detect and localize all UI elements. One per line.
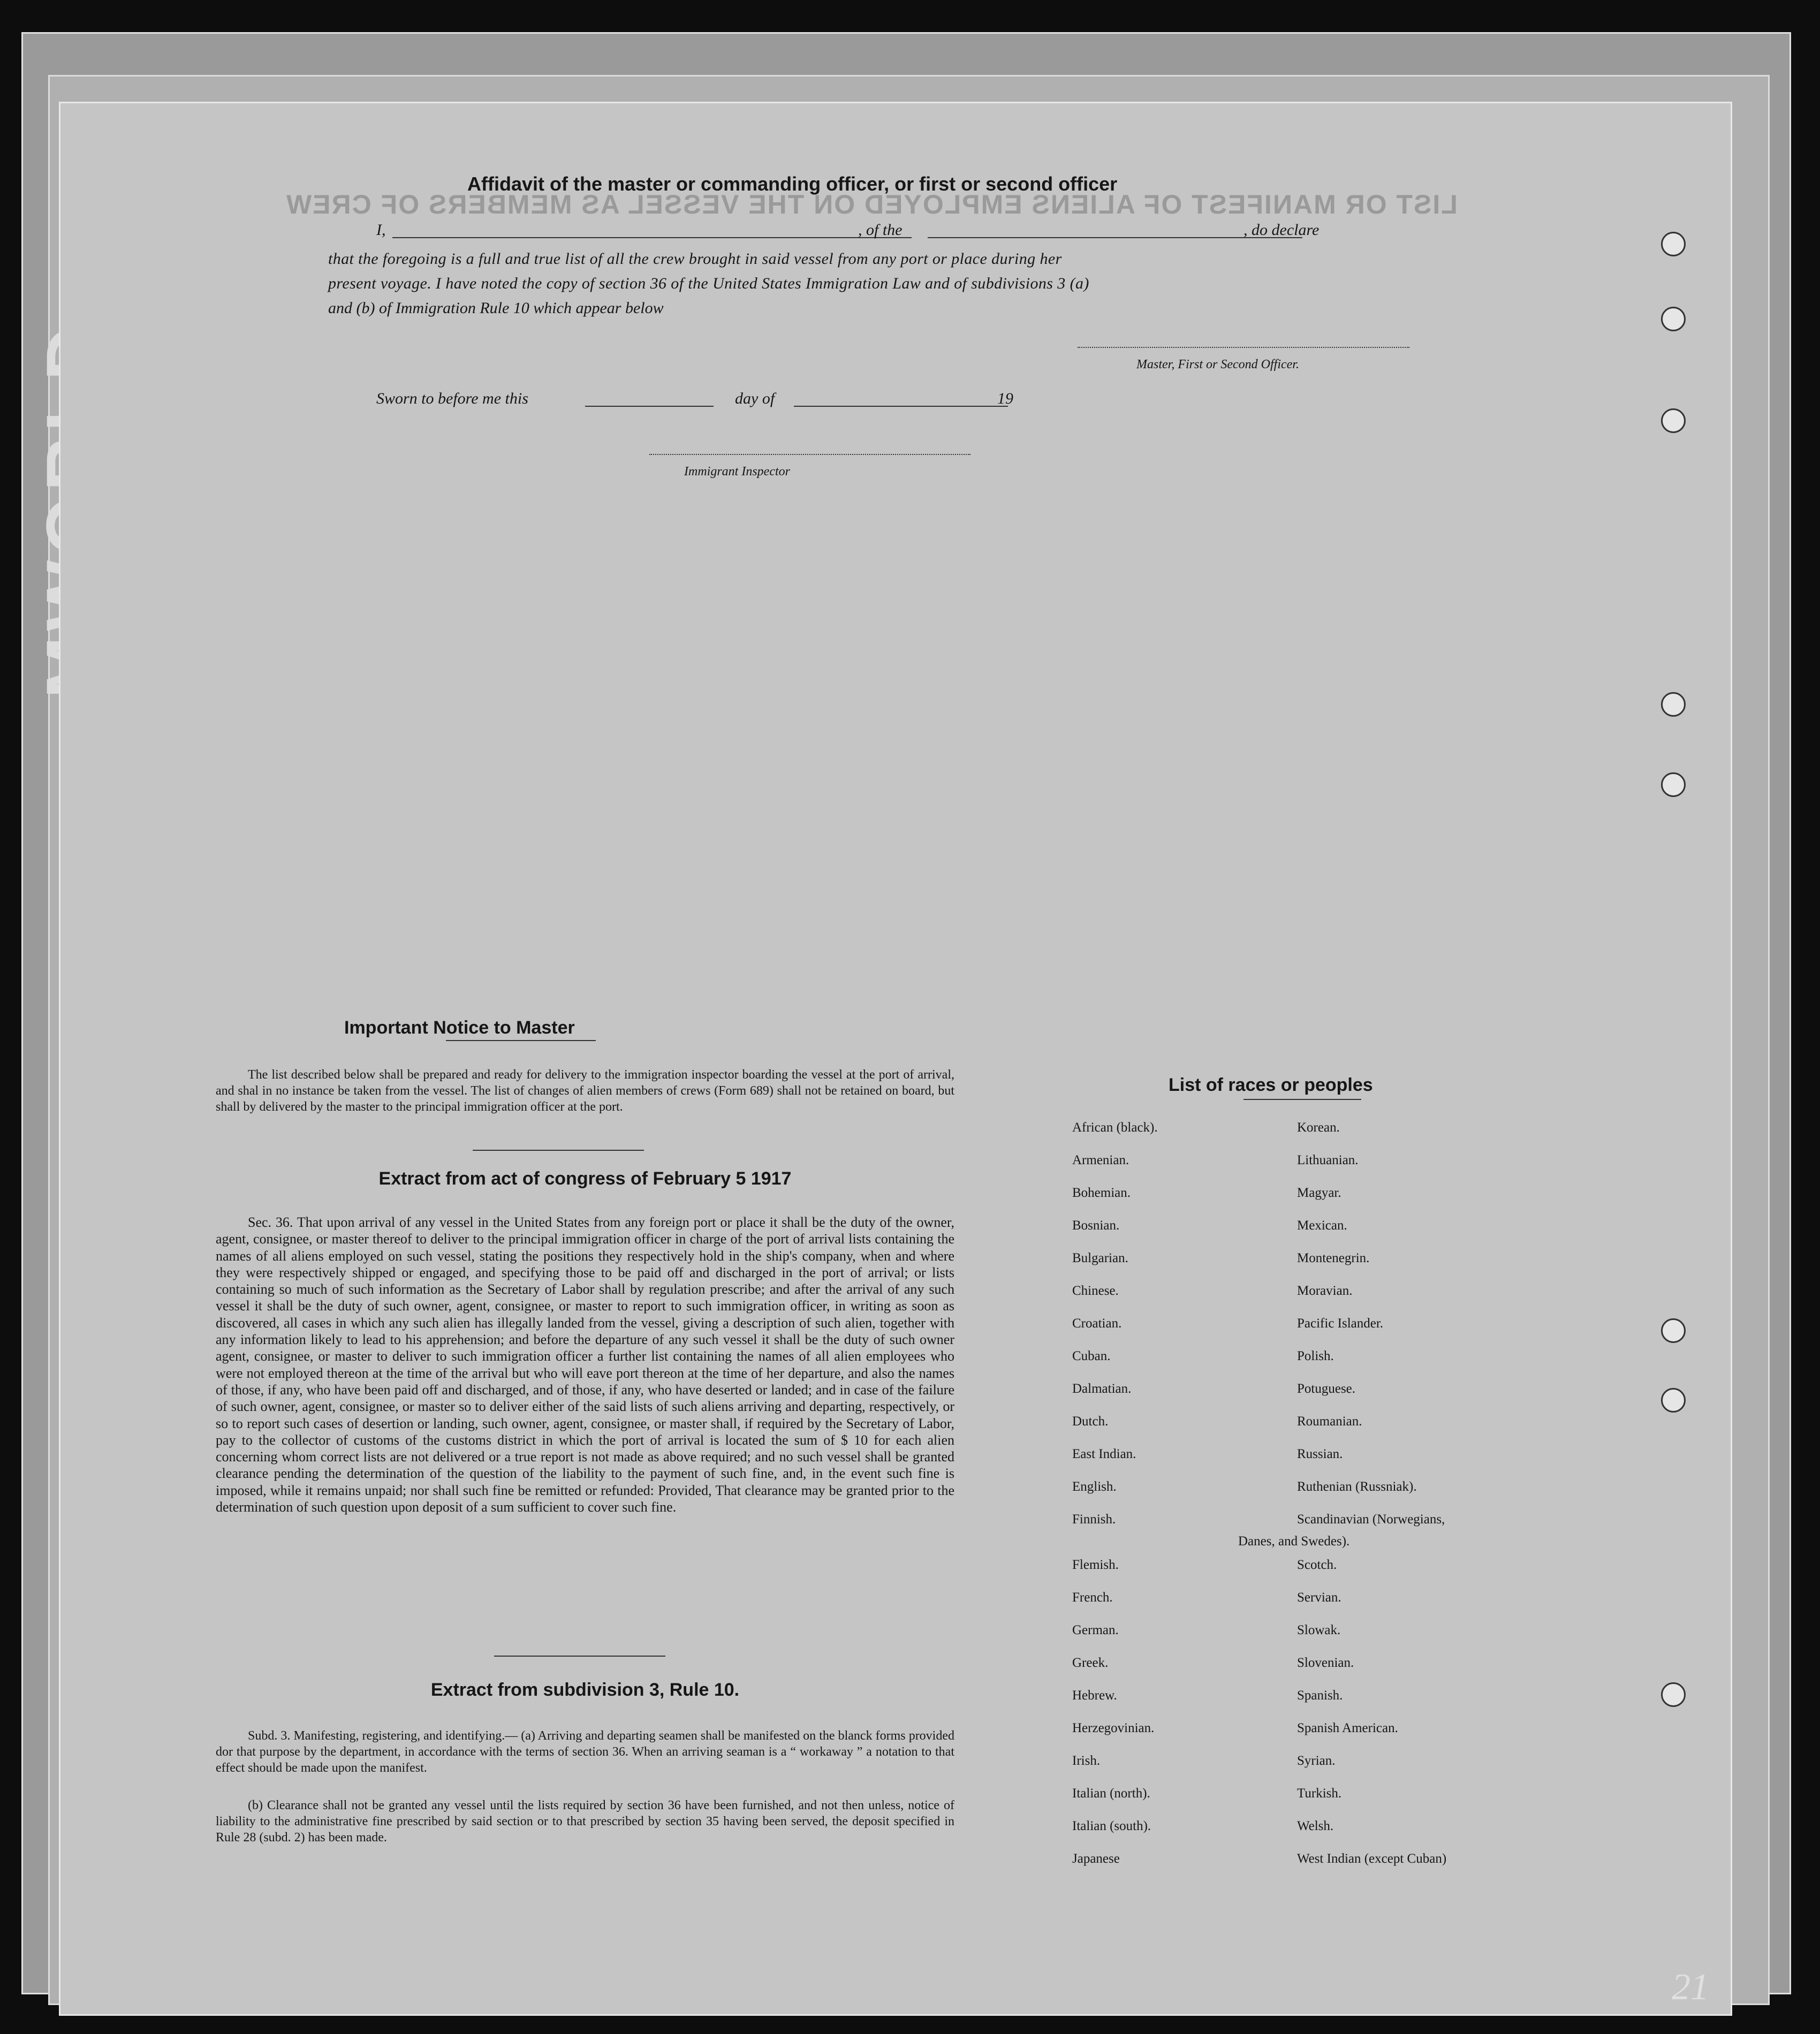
race-item: Montenegrin. <box>1297 1251 1370 1265</box>
race-item: Welsh. <box>1297 1819 1334 1833</box>
race-item: Potuguese. <box>1297 1382 1356 1396</box>
binder-hole <box>1661 1388 1686 1413</box>
race-item: Herzegovinian. <box>1072 1721 1155 1735</box>
race-item: Croatian. <box>1072 1316 1122 1331</box>
race-item: Flemish. <box>1072 1558 1119 1572</box>
sworn-day-label: day of <box>735 390 775 407</box>
race-item: Armenian. <box>1072 1153 1129 1167</box>
affidavit-declare: , do declare <box>1243 221 1320 239</box>
affidavit-line-4: and (b) of Immigration Rule 10 which appear below <box>328 299 664 317</box>
inspector-signature-line[interactable] <box>649 454 970 455</box>
race-item: Russian. <box>1297 1447 1343 1461</box>
race-item: Magyar. <box>1297 1186 1341 1200</box>
race-item: Korean. <box>1297 1120 1340 1135</box>
sworn-month-line[interactable] <box>794 406 1008 407</box>
affidavit-i: I, <box>376 221 386 239</box>
binder-hole <box>1661 692 1686 717</box>
extract-act-title: Extract from act of congress of February 5 1917 <box>378 1168 792 1189</box>
race-item: Bulgarian. <box>1072 1251 1128 1265</box>
notice-title: Important Notice to Master <box>344 1018 575 1038</box>
race-item: English. <box>1072 1479 1117 1494</box>
sworn-prefix: Sworn to before me this <box>376 390 528 407</box>
race-item: East Indian. <box>1072 1447 1136 1461</box>
race-item: Scandinavian (Norwegians, <box>1297 1512 1445 1527</box>
race-item: Hebrew. <box>1072 1688 1117 1703</box>
race-item: Spanish. <box>1297 1688 1343 1703</box>
race-item: Dalmatian. <box>1072 1382 1132 1396</box>
races-title-underline <box>1243 1099 1361 1100</box>
race-item: Italian (north). <box>1072 1786 1150 1801</box>
race-item: Servian. <box>1297 1590 1341 1605</box>
race-item: Turkish. <box>1297 1786 1342 1801</box>
signature-line[interactable] <box>1078 347 1409 348</box>
race-item: Roumanian. <box>1297 1414 1362 1429</box>
binder-hole <box>1661 307 1686 331</box>
race-item: German. <box>1072 1623 1119 1637</box>
extract-rule-para-a: Subd. 3. Manifesting, registering, and identifying.— (a) Arriving and departing seamen shall be manifested on the blanck forms provided dor that purpose by the department, in accordance with the terms of section 36. When an arriving seaman is a “ workaway ” a notation to that effect should be made upon the manifest. <box>216 1729 954 1775</box>
race-item: Scotch. <box>1297 1558 1337 1572</box>
separator <box>494 1656 665 1657</box>
sworn-year: 19 <box>997 390 1013 407</box>
page-number: 21 <box>1672 1967 1709 2008</box>
separator <box>473 1150 644 1151</box>
race-item: Lithuanian. <box>1297 1153 1359 1167</box>
race-item: West Indian (except Cuban) <box>1297 1851 1447 1866</box>
extract-rule-para-b: (b) Clearance shall not be granted any vessel until the lists required by section 36 have been furnished, and not then unless, notice of liability to the administrative fine prescribed by said section or to that prescribed by section 35 having been served, the deposit specified in Rule 28 (subd. 2) has been made. <box>216 1798 954 1845</box>
race-item: Syrian. <box>1297 1754 1336 1768</box>
sworn-day-line[interactable] <box>585 406 714 407</box>
binder-hole <box>1661 232 1686 256</box>
affiant-name-line[interactable] <box>392 237 912 238</box>
race-item: Japanese <box>1072 1851 1120 1866</box>
extract-rule-title: Extract from subdivision 3, Rule 10. <box>430 1680 740 1700</box>
binder-hole <box>1661 408 1686 433</box>
race-item: Moravian. <box>1297 1284 1353 1298</box>
affidavit-line-2: that the foregoing is a full and true list of all the crew brought in said vessel from any port or place during her <box>328 250 1062 268</box>
race-item: French. <box>1072 1590 1113 1605</box>
race-item: Italian (south). <box>1072 1819 1151 1833</box>
notice-body: The list described below shall be prepared and ready for delivery to the immigration inspector boarding the vessel at the port of arrival, and shal in no instance be taken from the vessel. The list of changes of alien members of crews (Form 689) shall not be retained on board, but shall by delivered by the master to the principal immigration officer at the port. <box>216 1068 954 1114</box>
affidavit-of-the: , of the <box>858 221 903 239</box>
notice-title-underline <box>446 1040 596 1041</box>
race-item: Greek. <box>1072 1656 1109 1670</box>
race-item: African (black). <box>1072 1120 1158 1135</box>
race-item: Ruthenian (Russniak). <box>1297 1479 1417 1494</box>
race-item: Chinese. <box>1072 1284 1119 1298</box>
signer-label: Master, First or Second Officer. <box>1136 358 1299 371</box>
race-item: Finnish. <box>1072 1512 1116 1527</box>
binder-hole <box>1661 1318 1686 1343</box>
race-item: Spanish American. <box>1297 1721 1398 1735</box>
binder-hole <box>1661 772 1686 797</box>
race-item: Bohemian. <box>1072 1186 1131 1200</box>
bleed-through-heading: LIST OR MANIFEST OF ALIENS EMPLOYED ON THE VESSEL AS MEMBERS OF CREW <box>285 189 1458 219</box>
race-item: Polish. <box>1297 1349 1334 1363</box>
affidavit-line-3: present voyage. I have noted the copy of section 36 of the United States Immigration Law and of subdivisions 3 (a) <box>328 275 1089 292</box>
race-item: Cuban. <box>1072 1349 1111 1363</box>
race-item: Irish. <box>1072 1754 1101 1768</box>
race-item: Slowak. <box>1297 1623 1341 1637</box>
race-item: Pacific Islander. <box>1297 1316 1384 1331</box>
race-item: Dutch. <box>1072 1414 1109 1429</box>
races-title: List of races or peoples <box>1169 1075 1373 1095</box>
extract-act-body: Sec. 36. That upon arrival of any vessel in the United States from any foreign port or place it shall be the duty of the owner, agent, consignee, or master thereof to deliver to the principal immigration officer in charge of the port of arrival lists containing the names of all aliens employed on such vessel, stating the positions they respectively hold in the ship's company, when and where they were respectively shipped or engaged, and specifying those to be paid off and discharged in the port of arrival; or lists containing so much of such information as the Secretary of Labor shall by regulation prescribe; and after the arrival of any such vessel it shall be the duty of such owner, agent, consignee, or master to report to such immigration officer, in writing as soon as discovered, all cases in which any such alien has illegally landed from the vessel, giving a description of such alien, together with any information likely to lead to his apprehension; and before the departure of any such vessel it shall be the duty of such owner agent, consignee, or master to deliver to such immigration officer a further list containing the names of all alien employees who were not employed thereon at the time of the arrival but who will eave port thereon at the time of her departure, and also the names of those, if any, who have been paid off and discharged, and of those, if any, who have deserted or landed; and in case of the failure of such owner, agent, consignee, or master so to deliver either of the said lists of such aliens arriving and departing, respectively, or so to report such cases of desertion or landing, such owner, agent, consignee, or master shall, if required by the Secretary of Labor, pay to the collector of customs of the customs district in which the port of arrival is located the sum of $ 10 for each alien concerning whom correct lists are not delivered or a true report is not made as above required; and no such vessel shall be granted clearance pending the determination of the question of the liability to the payment of such fine, and, in the event such fine is imposed, while it remains unpaid; nor shall such fine be remitted or refunded: Provided, That clearance may be granted prior to the determination of such question upon deposit of a sum sufficient to cover such fine. <box>216 1215 954 1515</box>
affidavit-title: Affidavit of the master or commanding officer, or first or second officer <box>467 173 1118 195</box>
race-item: Bosnian. <box>1072 1218 1120 1233</box>
inspector-label: Immigrant Inspector <box>684 465 790 479</box>
binder-hole <box>1661 1682 1686 1707</box>
race-item: Mexican. <box>1297 1218 1347 1233</box>
form-sheet <box>59 102 1732 2016</box>
race-item: Slovenian. <box>1297 1656 1354 1670</box>
race-item: Danes, and Swedes). <box>1238 1534 1350 1549</box>
